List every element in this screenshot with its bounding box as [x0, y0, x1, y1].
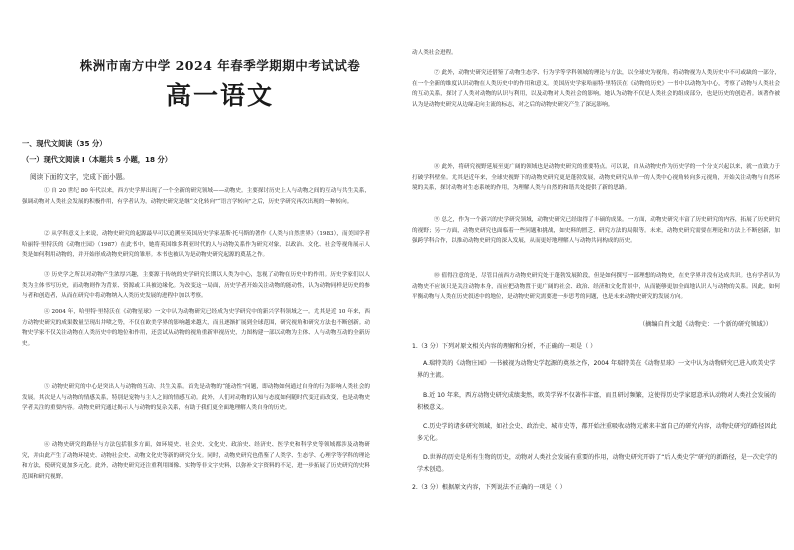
- passage-paragraph-9: ⑨ 总之，作为一个新兴的史学研究领域，动物史研究已经取得了丰硕的成果。一方面，动物史研究丰富了历史研究的内容，拓展了历史研究的视野；另一方面，动物史研究也面临着一些问题和挑战，如史料的匮乏、研究方法的局限等。未来，动物史研究需要在理论和方法上不断创新，加强跨学科合作，以推动动物史研究的深入发展，从而更好地理解人与动物共同构成的历史。: [412, 217, 780, 245]
- source-citation: （摘编自肖文超《动物史：一个新的研究领域》）: [638, 321, 772, 328]
- question-1-stem: 1.（3 分）下列对原文相关内容的理解和分析，不正确的一项是（ ）: [412, 343, 597, 350]
- passage-paragraph-6: ⑥ 动物史研究的路径与方法包括很多方面，如环境史、社会史、文化史、政治史、经济史、医学史和科学史等领域都涉及动物研究，并由此产生了动物环境史、动物社会史、动物文化史等新的研究分支。同时，动物史研究也借鉴了人类学、生态学、心理学等学科的理论和方法，使研究更加多元化。此外，动物史研究还注重利用图像、实物等非文字史料，以弥补文字资料的不足，进一步拓展了历史研究的史料范围和研究视野。: [22, 442, 370, 480]
- passage-continuation: 动人类社会进程。: [412, 50, 457, 56]
- passage-paragraph-10: ⑩ 值得注意的是，尽管目前西方动物史研究处于蓬勃发展阶段，但是如何撰写一部理想的动物史，在史学界并没有达成共识。也有学者认为动物史不应该只是关注动物本身，而应把动物置于更广阔的社会、政治、经济和文化背景中，从而能够更加全面地认识人与动物的关系。因此，如何平衡动物与人类在历史叙述中的地位，是动物史研究需要进一步思考的问题，也是未来动物史研究的发展方向。: [412, 273, 780, 301]
- right-column: [397, 0, 794, 550]
- question-1-option-d: D.世界的历史是所有生物的历史，动物对人类社会发展有重要的作用，动物史研究开辟了“后人类史学”研究的新路径，是一次史学的学术创造。: [417, 454, 778, 473]
- passage-paragraph-3: ③ 历史学之所以对动物产生浓厚兴趣，主要源于传统的史学研究长期以人类为中心，忽视了动物在历史中的作用。历史学家们以人类为主体书写历史，而动物则作为背景、资源或工具被边缘化。为改变这一局面，历史学者开始关注动物的能动性，认为动物同样是历史的参与者和创造者，从而在研究中将动物纳入人类历史发展的进程中加以考察。: [22, 272, 370, 300]
- reading-instruction: 阅读下面的文字，完成下面小题。: [30, 173, 129, 181]
- passage-paragraph-1: ① 自 20 世纪 80 年代以来，西方史学界出现了一个全新的研究领域——动物史。主要探讨历史上人与动物之间的互动与共生关系，强调动物对人类社会发展的积极作用，有学者认为，动物史研究是继“文化转向”“语言学转向”之后，历史学研究再次出现的一种转向。: [22, 188, 370, 205]
- subsection-heading: （一）现代文阅读 I（本题共 5 小题，18 分）: [22, 155, 172, 164]
- passage-paragraph-7: ⑦ 此外，动物史研究还借鉴了动物生态学、行为学等学科领域的理论与方法，以全球史为视角，将动物视为人类历史中不可或缺的一部分，在一个全新的维度认识动物在人类历史中的作用和意义。美国历史学家哈丽特·里特沃在《动物的历史》一书中以动物为中心，考察了动物与人类社会的互动关系，探讨了人类对动物的认识与利用，以及动物对人类社会的影响。她认为动物不仅是人类社会的组成部分，也是历史的创造者。该著作被认为是动物史研究从边缘走向主流的标志，对之后的动物史研究产生了深远影响。: [412, 70, 780, 108]
- question-1-option-c: C.历史学的诸多研究领域，如社会史、政治史、城市史等，都开始注重吸收动物元素来丰富自己的研究内容，动物史研究的路径因此多元化。: [417, 423, 777, 442]
- subject-title: 高一语文: [165, 81, 274, 110]
- question-1-option-b: B.近 10 年来，西方动物史研究成绩斐然，欧美学界不仅著作丰富，而且研讨频繁，这使得历史学家愿意承认动物对人类社会发展的积极意义。: [417, 392, 776, 411]
- passage-paragraph-5: ⑤ 动物史研究的中心是突出人与动物的互动、共生关系。首先是动物的“能动性”问题，即动物如何通过自身的行为影响人类社会的发展。其次是人与动物的情感关系，特别是宠物与主人之间的情感互动。此外，人们对动物的认知与态度如何随时代变迁而改变，也是动物史学者关注的重要内容。动物史研究通过揭示人与动物的复杂关系，有助于我们更全面地理解人类自身的历史。: [22, 384, 370, 412]
- section-heading: 一、现代文阅读（35 分）: [22, 139, 107, 148]
- question-2-stem: 2.（3 分）根据原文内容，下列说法不正确的一项是（ ）: [412, 484, 566, 491]
- passage-paragraph-8: ⑧ 此外，将研究视野延展至更广阔的领域也是动物史研究的重要特点。可以说，自从动物史作为历史学的一个分支兴起以来，就一直致力于打破学科壁垒。尤其是近年来，全球史视野下的动物史研究更是蓬勃发展，动物史研究从单一的人类中心视角转向多元视角，开始关注动物与自然环境的关系，探讨动物对生态系统的作用，为理解人类与自然的和谐共处提供了新的思路。: [412, 164, 780, 192]
- question-1-option-a: A.瑞特美的《动物庄园》一书被视为动物史学起源的奠基之作，2004 年瑞特美在《动物星球》一文中认为动物研究已进入欧美史学界的主流。: [417, 360, 776, 379]
- passage-paragraph-4: ④ 2004 年，哈里特·里特沃在《动物星球》一文中认为动物研究已经成为史学研究中的新兴学科领域之一。尤其是近 10 年来，西方动物史研究的成果数量呈现出井喷之势，不仅在欧美学界的影响越来越大，而且逐渐扩展到全球范围，研究视角和研究方法也不断创新。动物史学家不仅关注动物在人类历史中的地位和作用，还尝试从动物的视角重新审视历史，力图构建一部以动物为主体、人与动物互动的全新历史。: [22, 309, 370, 347]
- exam-title: 株洲市南方中学 2024 年春季学期期中考试试卷: [79, 58, 361, 73]
- passage-paragraph-2: ② 从学科意义上来说，动物史研究的起源最早可以追溯至英国历史学家基斯·托马斯的著作《人类与自然世界》（1983），而美国学者哈丽特·里特沃的《动物庄园》（1987）在此书中，她将英国维多利亚时代的人与动物关系作为研究对象，以政治、文化、社会等视角展示人类是如何利用动物的，并开始形成动物史研究的雏形。本书也被认为是动物史研究起源的奠基之作。: [22, 231, 370, 259]
